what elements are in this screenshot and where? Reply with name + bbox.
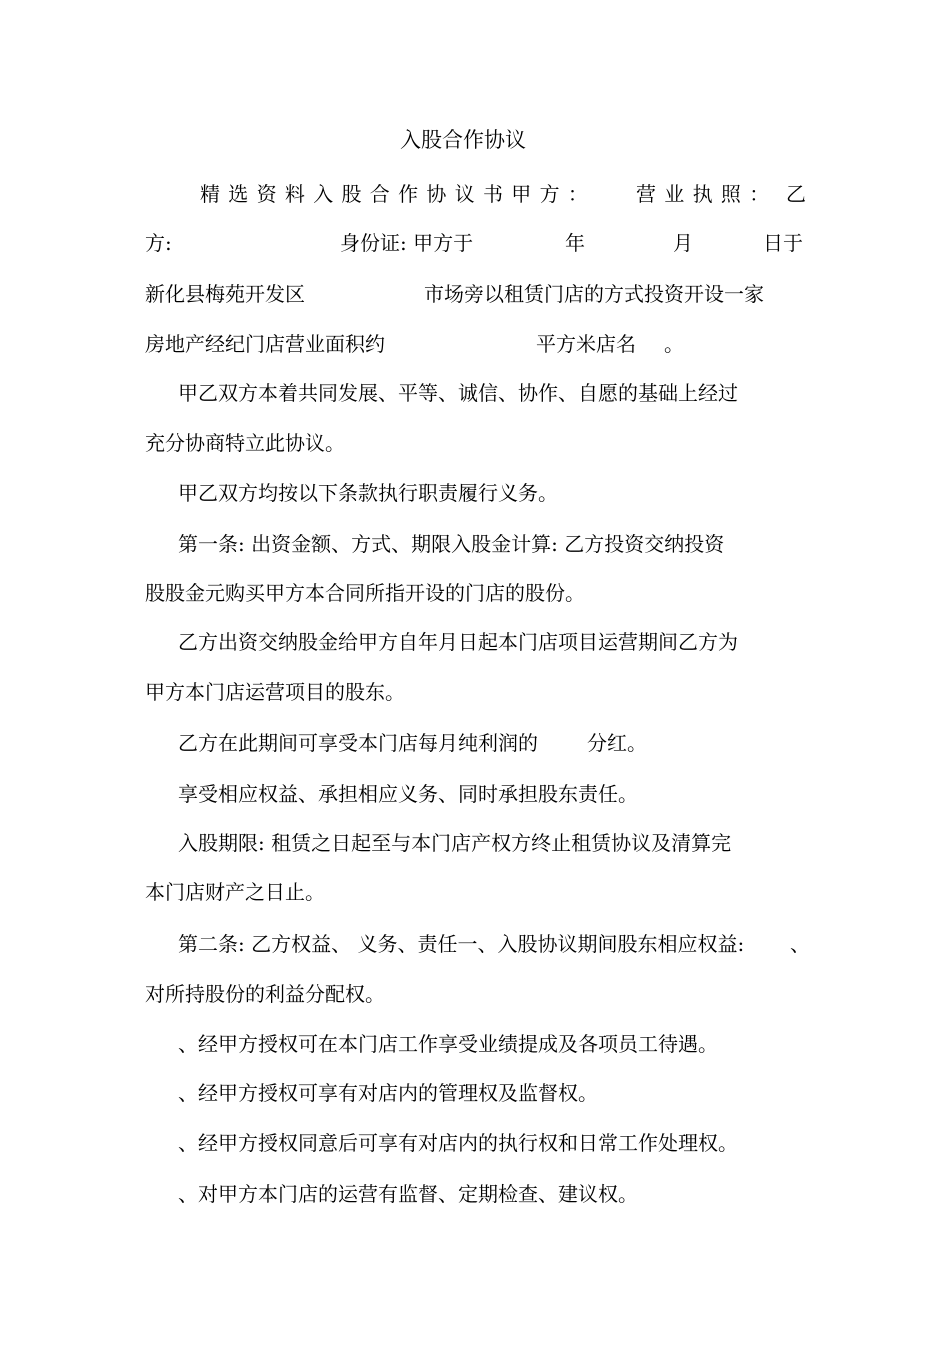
article-2-line-2: 对所持股份的利益分配权。 [145, 982, 385, 1006]
location-text-cont: 市场旁以租赁门店的方式投资开设一家 [424, 282, 764, 306]
month-label: 月 [673, 231, 693, 255]
paragraph-1-line-2: 充分协商特立此协议。 [145, 431, 345, 455]
year-label: 年 [565, 231, 585, 255]
paragraph-6: 享受相应权益、承担相应义务、同时承担股东责任。 [178, 782, 638, 806]
article-1-line-1: 第一条: 出资金额、方式、期限入股金计算: 乙方投资交纳投资 [178, 532, 725, 556]
document-title: 入股合作协议 [400, 128, 526, 152]
business-license-label: 营业执照： [636, 182, 778, 206]
article-1-line-2: 股股金元购买甲方本合同所指开设的门店的股份。 [145, 581, 585, 605]
paragraph-4-line-1: 乙方出资交纳股金给甲方自年月日起本门店项目运营期间乙方为 [178, 630, 738, 654]
list-item: 、经甲方授权可在本门店工作享受业绩提成及各项员工待遇。 [178, 1032, 718, 1056]
store-name-text: 平方米店名 [536, 332, 636, 356]
party-b-label-end: 方: [145, 231, 172, 255]
paragraph-4-line-2: 甲方本门店运营项目的股东。 [145, 680, 405, 704]
line-1-heading: 精选资料入股合作协议书甲方： [200, 182, 597, 206]
share-term-line-2: 本门店财产之日止。 [145, 880, 325, 904]
list-item: 、经甲方授权可享有对店内的管理权及监督权。 [178, 1081, 598, 1105]
id-card-label: 身份证: 甲方于 [340, 231, 474, 255]
list-item: 、对甲方本门店的运营有监督、定期检查、建议权。 [178, 1182, 638, 1206]
share-term-line-1: 入股期限: 租赁之日起至与本门店产权方终止租赁协议及清算完 [178, 831, 732, 855]
day-label: 日于 [763, 231, 803, 255]
period-mark: 。 [664, 332, 684, 356]
paragraph-2: 甲乙双方均按以下条款执行职责履行义务。 [178, 481, 558, 505]
list-item: 、经甲方授权同意后可享有对店内的执行权和日常工作处理权。 [178, 1131, 738, 1155]
area-text: 房地产经纪门店营业面积约 [145, 332, 385, 356]
party-b-label-start: 乙 [786, 182, 806, 206]
enumeration-mark: 、 [790, 932, 810, 956]
dividend-text: 分红。 [587, 731, 647, 755]
location-text: 新化县梅苑开发区 [145, 282, 305, 306]
paragraph-1-line-1: 甲乙双方本着共同发展、平等、诚信、协作、自愿的基础上经过 [178, 381, 738, 405]
article-2-heading: 第二条: 乙方权益、 义务、责任一、入股协议期间股东相应权益: [178, 932, 745, 956]
profit-share-text: 乙方在此期间可享受本门店每月纯利润的 [178, 731, 538, 755]
